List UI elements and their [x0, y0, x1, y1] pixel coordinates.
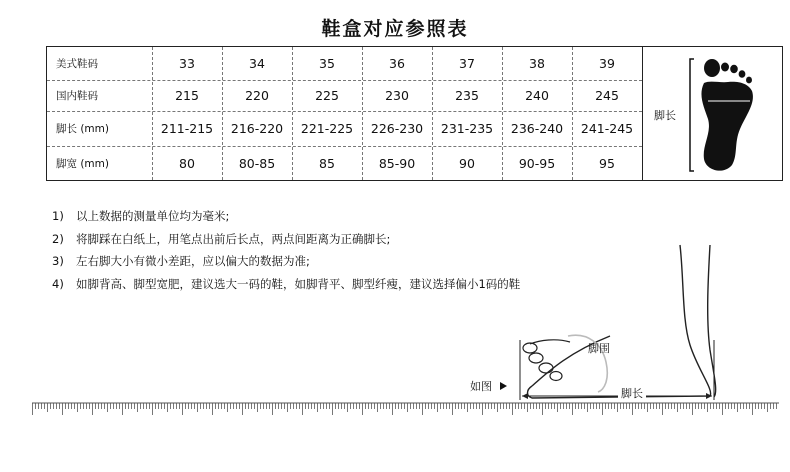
note-number: 3) — [52, 254, 64, 268]
table-cell: 85 — [319, 155, 335, 171]
table-cell: 80 — [179, 155, 195, 171]
note-number: 2) — [52, 231, 64, 246]
note-text: 左右脚大小有微小差距，应以偏大的数据为准; — [76, 254, 310, 268]
table-cell: 90 — [459, 155, 475, 171]
table-cell: 231-235 — [440, 121, 494, 136]
column-divider — [432, 47, 433, 180]
notes-list — [52, 205, 520, 295]
table-cell: 241-245 — [580, 121, 634, 136]
table-cell: 33 — [179, 56, 195, 71]
table-cell: 230 — [385, 88, 409, 103]
table-cell: 90-95 — [518, 155, 556, 171]
note-text: 将脚踩在白纸上，用笔点出前后长点，两点间距离为正确脚长; — [76, 231, 391, 246]
page-title: 鞋盒对应参照表 — [321, 18, 469, 40]
table-cell: 85-90 — [378, 155, 416, 171]
table-cell: 226-230 — [370, 121, 424, 136]
note-item — [52, 250, 520, 273]
column-divider — [152, 47, 153, 180]
note-item — [52, 228, 520, 251]
table-cell: 221-225 — [300, 121, 354, 136]
table-cell: 95 — [599, 155, 615, 171]
row-label: 美式鞋码 — [56, 58, 98, 70]
table-cell: 216-220 — [230, 121, 284, 136]
note-text: 以上数据的测量单位均为毫米; — [76, 209, 230, 223]
example-label: 如图 — [470, 380, 492, 393]
foot-length-label: 脚长 — [654, 109, 676, 122]
table-cell: 80-85 — [238, 155, 276, 171]
table-cell: 39 — [599, 56, 615, 71]
table-cell: 36 — [389, 56, 405, 71]
table-cell: 245 — [595, 88, 619, 103]
column-divider — [502, 47, 503, 180]
column-divider — [292, 47, 293, 180]
note-number: 4) — [52, 276, 64, 291]
column-divider — [222, 47, 223, 180]
column-divider — [362, 47, 363, 180]
size-grid — [47, 47, 642, 180]
size-chart-table — [46, 46, 783, 181]
note-text: 如脚背高、脚型宽肥，建议选大一码的鞋，如脚背平、脚型纤瘦，建议选择偏小1码的鞋 — [76, 276, 521, 291]
table-cell: 35 — [319, 56, 335, 71]
length-label: 脚长 — [618, 385, 646, 401]
note-item — [52, 205, 520, 228]
table-cell: 225 — [315, 88, 339, 103]
table-cell: 236-240 — [510, 121, 564, 136]
table-cell: 215 — [175, 88, 199, 103]
column-divider — [572, 47, 573, 180]
table-cell: 34 — [249, 56, 265, 71]
note-number: 1) — [52, 209, 64, 223]
measurement-illustration — [470, 240, 790, 410]
row-label: 国内鞋码 — [56, 90, 98, 102]
foot-width-label: 脚宽 — [754, 101, 774, 112]
table-cell: 235 — [455, 88, 479, 103]
table-cell: 38 — [529, 56, 545, 71]
table-cell: 220 — [245, 88, 269, 103]
foot-diagram — [642, 47, 782, 180]
table-cell: 240 — [525, 88, 549, 103]
row-label: 脚宽 (mm) — [56, 157, 109, 170]
table-cell: 37 — [459, 56, 475, 71]
row-label: 脚长 (mm) — [56, 123, 109, 135]
ruler-bar — [32, 402, 779, 416]
table-cell: 211-215 — [160, 121, 214, 136]
note-item — [52, 273, 520, 296]
girth-label: 脚围 — [588, 342, 610, 355]
